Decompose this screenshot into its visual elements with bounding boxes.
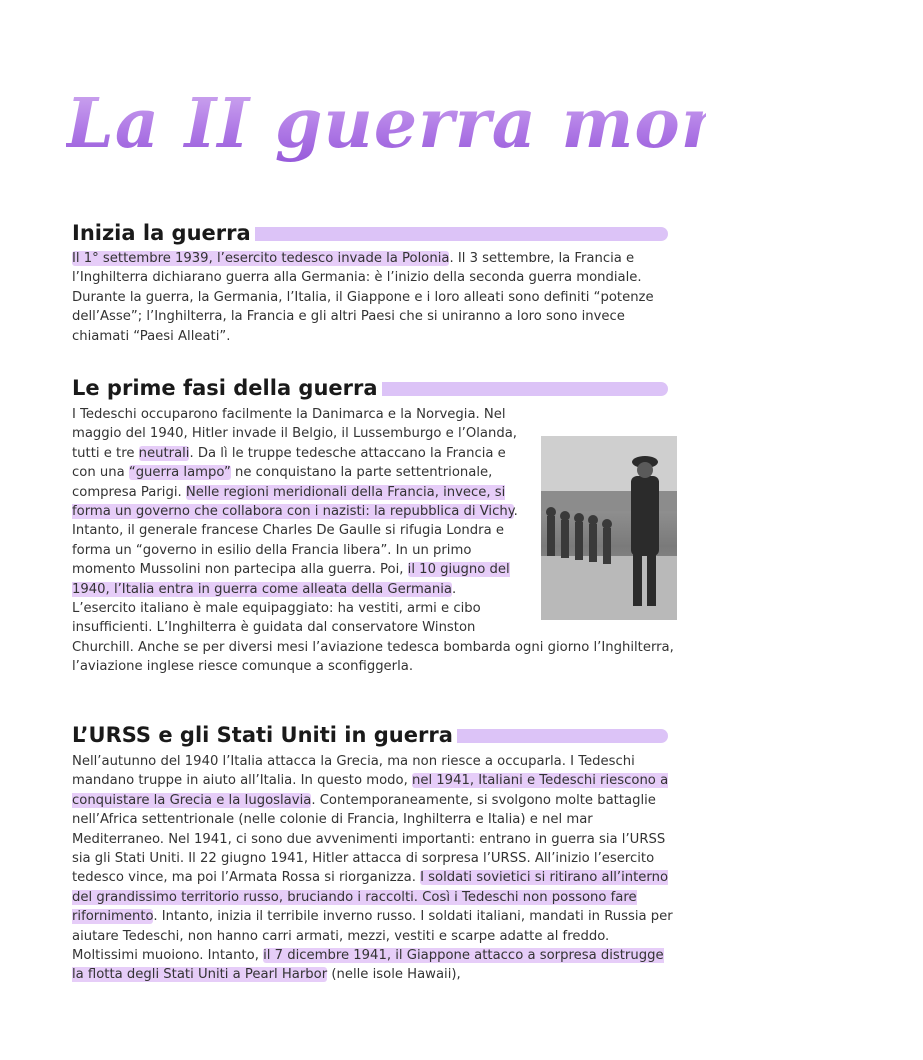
section-1-paragraph xyxy=(72,249,674,346)
section-1-title: Inizia la guerra xyxy=(72,218,255,248)
highlighted-text: I soldati sovietici si ritirano all’interno del grandissimo territorio russo, bruciando i raccolti. Così i Tedeschi non possono fare rifornimento xyxy=(72,870,669,925)
highlighted-text: il 10 giugno del 1940, l’Italia entra in guerra come alleata della Germania xyxy=(72,562,510,597)
body-text: ne conquistano la parte settentrionale, compresa Parigi. xyxy=(72,465,493,500)
historical-photo xyxy=(541,436,677,620)
highlighted-text: neutrali xyxy=(138,445,190,461)
body-text: . Intanto, inizia il terribile inverno russo. I soldati italiani, mandati in Russia per aiutare Tedeschi, non hanno carri armati, mezzi, vestiti e scarpe adatte al freddo. Moltissimi muoiono. Intanto, xyxy=(72,909,673,964)
section-3-paragraph xyxy=(72,752,674,985)
section-heading-prime-fasi xyxy=(72,373,672,403)
body-text: . Il 3 settembre, la Francia e l’Inghilterra dichiarano guerra alla Germania: è l’inizio della seconda guerra mondiale. Durante la guerra, la Germania, l’Italia, il Giappone e i loro alleati sono definiti “potenze dell’Asse”; l’Inghilterra, la Francia e gli altri Paesi che si uniranno a loro sono invece chiamati “Paesi Alleati”. xyxy=(72,251,654,344)
highlighted-text: nel 1941, Italiani e Tedeschi riescono a conquistare la Grecia e la Iugoslavia xyxy=(72,773,669,808)
highlighted-text: Nelle regioni meridionali della Francia, invece, si forma un governo che collabora con i nazisti: la repubblica di Vichy xyxy=(72,484,514,520)
section-heading-urss xyxy=(72,720,672,750)
highlighted-text: “guerra lampo” xyxy=(128,465,231,481)
section-heading-inizia xyxy=(72,218,672,248)
body-text: . Da lì le truppe tedesche attaccano la Francia e con una xyxy=(72,445,506,481)
highlighted-text: Il 1° settembre 1939, l’esercito tedesco invade la Polonia xyxy=(72,251,450,266)
highlighted-text: il 7 dicembre 1941, il Giappone attacco a sorpresa distrugge la flotta degli Stati Uniti a Pearl Harbor xyxy=(72,948,664,983)
soldiers-photo-illustration xyxy=(541,436,677,620)
body-text: (nelle isole Hawaii), xyxy=(327,967,461,983)
section-1-body xyxy=(72,249,674,346)
section-2-title: Le prime fasi della guerra xyxy=(72,373,382,403)
body-text: I Tedeschi occuparono facilmente la Danimarca e la Norvegia. Nel maggio del 1940, Hitler invade il Belgio, il Lussemburgo e l’Olanda, tutti e tre xyxy=(72,407,517,461)
section-3-title: L’URSS e gli Stati Uniti in guerra xyxy=(72,720,457,750)
body-text: . Intanto, il generale francese Charles De Gaulle si rifugia Londra e forma un “governo in esilio della Francia libera”. In un primo momento Mussolini non partecipa alla guerra. Poi, xyxy=(72,504,518,578)
body-text: . Contemporaneamente, si svolgono molte battaglie nell’Africa settentrionale (nelle colonie di Francia, Inghilterra e Italia) e nel mar Mediterraneo. Nel 1941, ci sono due avvenimenti importanti: entrano in guerra sia l’URSS sia gli Stati Uniti. Il 22 giugno 1941, Hitler attacca di sorpresa l’URSS. All’inizio l’esercito tedesco vince, ma poi l’Armata Rossa si riorganizza. xyxy=(72,792,666,886)
body-text: . L’esercito italiano è male equipaggiato: ha vestiti, armi e cibo insufficienti. L’Inghilterra è guidata dal conservatore Winston Churchill. Anche se per diversi mesi l’aviazione tedesca bombarda ogni giorno l’Inghilterra, l’aviazione inglese riesce comunque a sconfiggerla. xyxy=(72,581,674,675)
section-3-body xyxy=(72,752,674,985)
page-title: La II guerra mondiale xyxy=(66,74,706,174)
body-text: Nell’autunno del 1940 l’Italia attacca la Grecia, ma non riesce a occuparla. I Tedeschi mandano truppe in aiuto all’Italia. In questo modo, xyxy=(72,754,635,789)
